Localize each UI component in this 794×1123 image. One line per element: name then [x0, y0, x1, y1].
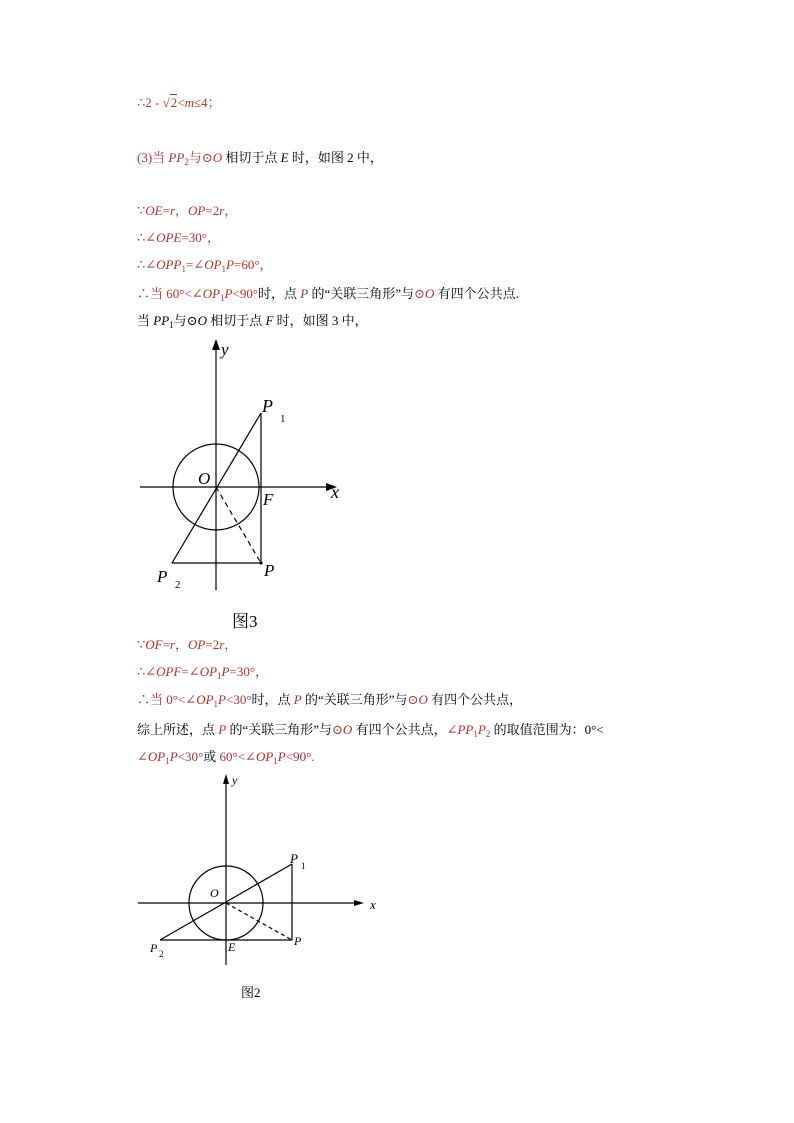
text-run: 时，点 — [258, 286, 301, 301]
text-run: 与⊙ — [188, 150, 213, 165]
math-var: r — [219, 637, 225, 652]
math-var: P — [293, 692, 302, 707]
solution-line-oe-op — [137, 203, 237, 219]
math-expr: =2 — [205, 203, 220, 218]
math-expr: ∠ — [446, 722, 458, 737]
text-run: 有四个公共点， — [427, 692, 523, 707]
label-p2-subscript: 2 — [175, 579, 181, 591]
subscript: 2 — [485, 729, 491, 739]
label-tangent-point: F — [263, 490, 274, 509]
math-var: OE — [145, 203, 163, 218]
math-var: OP — [188, 637, 206, 652]
math-var: m — [184, 95, 194, 110]
math-var: PP — [457, 722, 474, 737]
math-expr: ⊙ — [332, 722, 343, 737]
subscript: 1 — [181, 264, 186, 274]
math-var: E — [280, 150, 289, 165]
subscript: 1 — [221, 264, 227, 274]
label-p: P — [294, 934, 302, 948]
math-expr: ⊙ — [407, 692, 419, 707]
label-y-axis: y — [232, 773, 238, 787]
math-expr: = — [162, 637, 170, 652]
x-axis-arrow — [354, 900, 364, 906]
label-p1: P — [290, 851, 298, 866]
math-expr: =2 — [205, 637, 220, 652]
label-p: P — [264, 561, 275, 580]
math-var: OF — [145, 637, 163, 652]
label-p1: P — [262, 396, 273, 416]
math-var: O — [197, 313, 207, 328]
text-run: 或 — [203, 749, 220, 764]
text-run: 的取值范围为：0°< — [490, 722, 604, 737]
solution-line-range-0-30 — [137, 692, 522, 712]
label-origin: O — [198, 469, 211, 488]
y-axis-arrow — [212, 339, 220, 350]
math-var: OP — [202, 286, 221, 301]
subscript: 2 — [184, 157, 189, 167]
text-run: 的“关联三角形”与 — [226, 722, 333, 737]
math-expr: ， — [175, 203, 189, 218]
math-expr: = — [162, 203, 170, 218]
math-var: OP — [255, 749, 274, 764]
math-expr: 60°<∠ — [219, 749, 256, 764]
subscript: 1 — [169, 320, 174, 330]
text-run: 的“关联三角形”与 — [308, 286, 415, 301]
subscript: 1 — [220, 293, 225, 303]
text-run: 有四个公共点， — [352, 722, 447, 737]
solution-line-final-range — [137, 749, 315, 769]
math-var: OP — [147, 749, 166, 764]
label-tangent-point: E — [228, 940, 236, 954]
math-var: P — [226, 257, 234, 272]
text-run: 时，点 — [251, 692, 294, 707]
text-run: 有四个公共点. — [434, 286, 519, 301]
math-expr: ∵ — [137, 637, 146, 652]
subscript: 1 — [213, 699, 219, 709]
label-y-axis: y — [221, 340, 229, 359]
math-expr: ∴∠ — [137, 257, 157, 272]
math-var: O — [418, 692, 428, 707]
subscript: 1 — [165, 756, 170, 766]
math-expr: <30° — [225, 692, 252, 707]
math-expr: ∴当 60°<∠ — [137, 286, 203, 301]
text-run: 当 — [137, 313, 154, 328]
math-var: OPP — [156, 257, 182, 272]
math-expr: ， — [224, 203, 238, 218]
math-expr: ∵ — [137, 203, 146, 218]
solution-line-case-3 — [137, 150, 383, 170]
math-expr: =∠ — [181, 664, 200, 679]
subscript: 1 — [217, 671, 222, 681]
figure-2-caption: 图2 — [241, 985, 261, 1000]
math-var: F — [265, 313, 274, 328]
label-p1-subscript: 1 — [301, 861, 306, 871]
math-expr: < — [177, 95, 185, 110]
math-var: OP — [199, 664, 218, 679]
figure-3-caption: 图3 — [232, 612, 258, 631]
label-p2-subscript: 2 — [159, 949, 164, 959]
dashed-line-o-p — [216, 487, 261, 563]
math-expr: =60°， — [233, 257, 273, 272]
math-expr: ∴2 - — [137, 95, 163, 110]
text-run: 相切于点 — [206, 313, 266, 328]
solution-line-case-f — [137, 313, 368, 333]
math-var: P — [300, 286, 309, 301]
solution-line-summary — [137, 722, 604, 742]
math-expr: <30° — [177, 749, 204, 764]
math-var: P — [277, 749, 286, 764]
label-x-axis: x — [370, 897, 376, 912]
math-var: O — [342, 722, 353, 737]
solution-line-angle-opp1 — [137, 257, 273, 277]
label-p2: P — [150, 941, 158, 955]
text-run: (3)当 — [137, 150, 169, 165]
coordinate-figure-3 — [130, 335, 360, 600]
math-expr: ∴当 0°<∠ — [137, 692, 197, 707]
subscript: 1 — [273, 756, 278, 766]
math-expr: ⊙ — [414, 286, 425, 301]
math-var: P — [169, 749, 178, 764]
solution-line-m-range — [137, 95, 221, 111]
math-var: P — [221, 664, 230, 679]
math-var: O — [424, 286, 435, 301]
y-axis-arrow — [223, 774, 229, 784]
math-var: r — [169, 637, 176, 652]
math-expr: =∠ — [185, 257, 205, 272]
math-var: OPE — [156, 230, 182, 245]
math-var: O — [212, 150, 223, 165]
label-p2: P — [157, 567, 168, 586]
text-run: 的“关联三角形”与 — [301, 692, 408, 707]
text-run: 与⊙ — [173, 313, 198, 328]
radical-sign: √ — [162, 95, 170, 110]
math-var: PP — [168, 150, 185, 165]
math-var: P — [224, 286, 233, 301]
math-var: P — [218, 692, 226, 707]
math-expr: ∠ — [137, 749, 148, 764]
math-var: PP — [153, 313, 170, 328]
math-var: r — [219, 203, 225, 218]
label-p1-subscript: 1 — [280, 413, 286, 425]
math-var: OP — [204, 257, 222, 272]
math-var: OPF — [156, 664, 182, 679]
math-expr: ∴∠ — [137, 230, 157, 245]
text-run: 时，如图 3 中， — [273, 313, 368, 328]
math-expr: ， — [175, 637, 189, 652]
math-var: P — [218, 722, 227, 737]
math-expr: =30°， — [229, 664, 269, 679]
math-var: P — [477, 722, 486, 737]
solution-line-angle-opf — [137, 664, 268, 684]
radicand: 2 — [170, 95, 178, 110]
math-var: OP — [196, 692, 214, 707]
dashed-line-o-p — [226, 903, 292, 940]
math-expr: ， — [224, 637, 238, 652]
point-p-dot — [259, 561, 262, 564]
math-var: r — [169, 203, 176, 218]
solution-line-of-op — [137, 637, 237, 653]
text-run: 相切于点 — [222, 150, 281, 165]
math-expr: <90°. — [285, 749, 315, 764]
text-run: 综上所述，点 — [137, 722, 219, 737]
subscript: 1 — [473, 729, 478, 739]
label-x-axis: x — [331, 482, 339, 502]
coordinate-figure-2 — [135, 768, 385, 968]
math-expr: ≤4； — [193, 95, 221, 110]
math-expr: ∴∠ — [137, 664, 157, 679]
math-expr: =30°， — [181, 230, 220, 245]
math-expr: <90° — [232, 286, 259, 301]
solution-line-angle-ope — [137, 230, 220, 246]
label-origin: O — [210, 886, 219, 900]
math-var: OP — [188, 203, 206, 218]
solution-line-range-60-90 — [137, 286, 519, 306]
text-run: 时，如图 2 中， — [288, 150, 383, 165]
